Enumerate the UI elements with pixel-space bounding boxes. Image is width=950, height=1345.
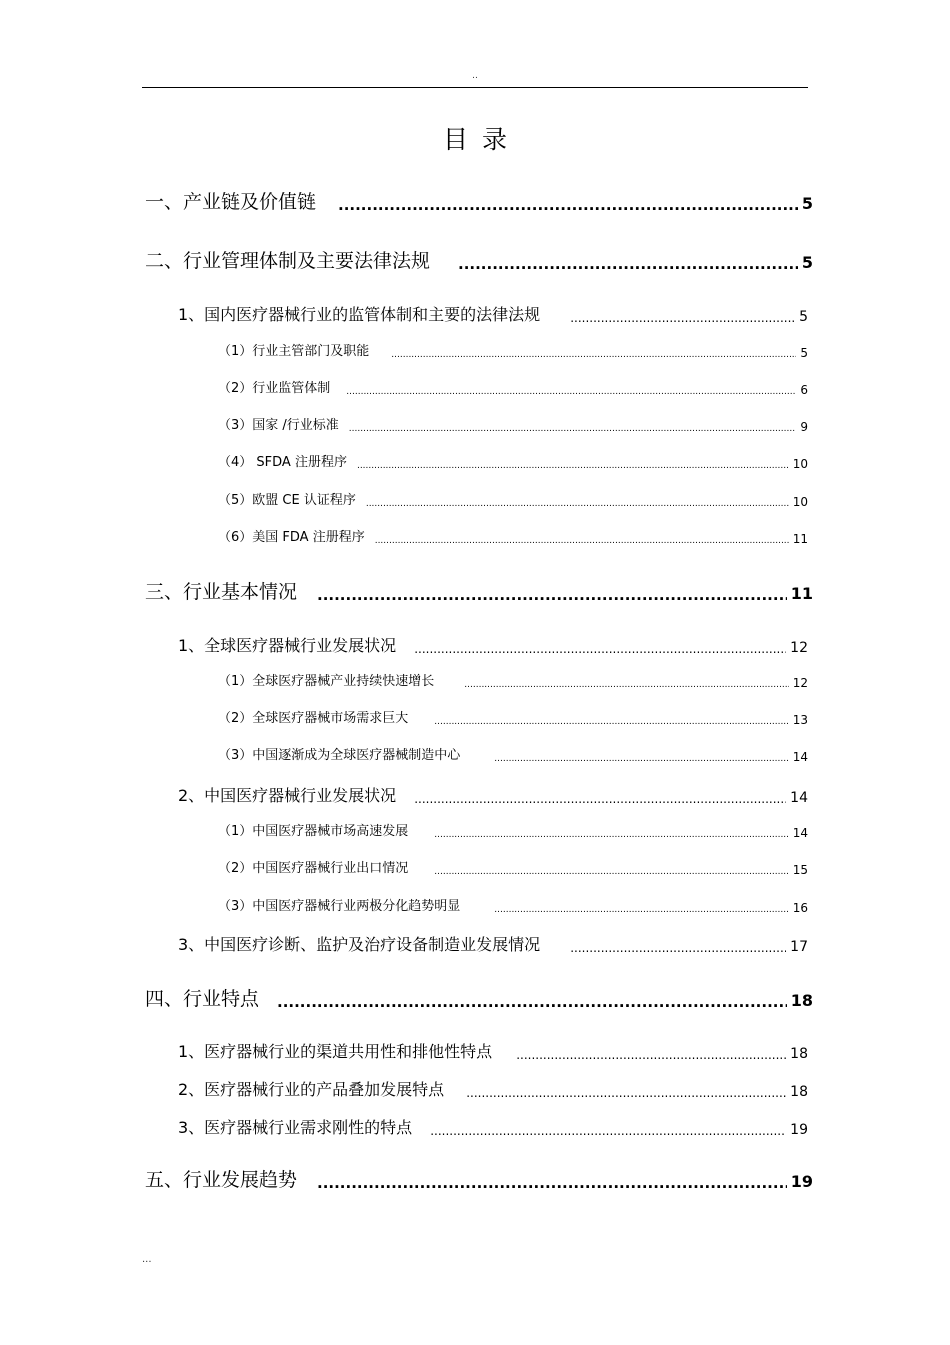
toc-entry-level3[interactable] xyxy=(218,491,808,511)
toc-entry-label: 四、行业特点 xyxy=(145,988,260,1010)
toc-entry-label: （3）中国逐渐成为全球医疗器械制造中心 xyxy=(218,748,461,763)
toc-entry-label: 3、医疗器械行业需求刚性的特点 xyxy=(178,1118,413,1137)
toc-title: 目录 xyxy=(442,125,521,154)
toc-entry-level2[interactable] xyxy=(178,784,808,808)
toc-entry-page: 12 xyxy=(792,676,808,690)
toc-entry-label: 2、中国医疗器械行业发展状况 xyxy=(178,786,397,805)
toc-entry-level3[interactable] xyxy=(218,709,808,729)
toc-entry-label: 1、国内医疗器械行业的监管体制和主要的法律法规 xyxy=(178,305,541,324)
dot-leader xyxy=(494,903,788,917)
dot-leader xyxy=(430,1122,786,1140)
toc-entry-page: 11 xyxy=(790,584,813,603)
dot-leader xyxy=(317,584,787,606)
toc-entry-label: （2）中国医疗器械行业出口情况 xyxy=(218,861,409,876)
toc-entry-page: 10 xyxy=(792,457,808,471)
toc-entry-level1[interactable] xyxy=(145,985,813,1013)
toc-entry-page: 13 xyxy=(792,713,808,727)
toc-entry-page: 6 xyxy=(800,383,808,397)
toc-entry-label: （4） SFDA 注册程序 xyxy=(218,455,347,470)
toc-entry-page: 9 xyxy=(800,420,808,434)
toc-entry-label: （3）中国医疗器械行业两极分化趋势明显 xyxy=(218,899,461,914)
toc-entry-level3[interactable] xyxy=(218,859,808,879)
dot-leader xyxy=(466,1084,786,1102)
toc-entry-level2[interactable] xyxy=(178,634,808,658)
toc-entry-level1[interactable] xyxy=(145,188,813,216)
toc-entry-page: 5 xyxy=(801,194,813,213)
dot-leader xyxy=(346,385,796,399)
dot-leader xyxy=(391,348,796,362)
toc-entry-page: 10 xyxy=(792,495,808,509)
dot-leader xyxy=(458,253,798,275)
toc-entry-label: 二、行业管理体制及主要法律法规 xyxy=(145,250,431,272)
toc-entry-level3[interactable] xyxy=(218,342,808,362)
dot-leader xyxy=(434,865,788,879)
toc-entry-label: （2）全球医疗器械市场需求巨大 xyxy=(218,711,409,726)
dot-leader xyxy=(366,497,789,511)
dot-leader xyxy=(317,1172,787,1194)
dot-leader xyxy=(349,422,797,436)
toc-entry-label: （5）欧盟 CE 认证程序 xyxy=(218,493,356,508)
toc-entry-label: 五、行业发展趋势 xyxy=(145,1169,298,1191)
toc-entry-label: 一、产业链及价值链 xyxy=(145,191,317,213)
dot-leader xyxy=(338,194,798,216)
dot-leader xyxy=(570,309,795,327)
dot-leader xyxy=(434,715,788,729)
toc-entry-label: 1、医疗器械行业的渠道共用性和排他性特点 xyxy=(178,1042,493,1061)
dot-leader xyxy=(570,939,786,957)
dot-leader xyxy=(414,640,786,658)
toc-entry-page: 18 xyxy=(790,991,813,1010)
toc-entry-page: 18 xyxy=(790,1046,808,1062)
dot-leader xyxy=(464,678,788,692)
toc-entry-level3[interactable] xyxy=(218,897,808,917)
toc-entry-page: 11 xyxy=(792,532,808,546)
toc-entry-page: 16 xyxy=(792,901,808,915)
dot-leader xyxy=(494,752,788,766)
toc-entry-label: （1）全球医疗器械产业持续快速增长 xyxy=(218,674,435,689)
toc-entry-level3[interactable] xyxy=(218,416,808,436)
toc-entry-label: （1）中国医疗器械市场高速发展 xyxy=(218,824,409,839)
toc-entry-page: 5 xyxy=(799,309,808,325)
toc-entry-page: 19 xyxy=(790,1122,808,1138)
toc-entry-page: 12 xyxy=(790,640,808,656)
footer-mark: ... xyxy=(142,1254,152,1265)
toc-entry-level1[interactable] xyxy=(145,247,813,275)
toc-entry-label: 3、中国医疗诊断、监护及治疗设备制造业发展情况 xyxy=(178,935,541,954)
toc-entry-level1[interactable] xyxy=(145,578,813,606)
toc-entry-page: 19 xyxy=(790,1172,813,1191)
toc-entry-page: 14 xyxy=(790,790,808,806)
toc-entry-page: 18 xyxy=(790,1084,808,1100)
toc-entry-label: （6）美国 FDA 注册程序 xyxy=(218,530,365,545)
dot-leader xyxy=(414,790,786,808)
toc-entry-level2[interactable] xyxy=(178,1078,808,1102)
toc-entry-label: （2）行业监管体制 xyxy=(218,381,331,396)
header-rule xyxy=(142,87,808,88)
toc-entry-level3[interactable] xyxy=(218,379,808,399)
dot-leader xyxy=(375,534,789,548)
toc-entry-label: 1、全球医疗器械行业发展状况 xyxy=(178,636,397,655)
toc-entry-level2[interactable] xyxy=(178,1116,808,1140)
dot-leader xyxy=(434,828,788,842)
toc-entry-label: （3）国家 /行业标准 xyxy=(218,418,339,433)
toc-entry-level2[interactable] xyxy=(178,1040,808,1064)
toc-entry-level3[interactable] xyxy=(218,746,808,766)
toc-entry-level3[interactable] xyxy=(218,672,808,692)
dot-leader xyxy=(277,991,787,1013)
toc-entry-label: （1）行业主管部门及职能 xyxy=(218,344,370,359)
toc-entry-level1[interactable] xyxy=(145,1166,813,1194)
toc-entry-page: 15 xyxy=(792,863,808,877)
header-mark: .. xyxy=(472,71,478,81)
toc-entry-page: 17 xyxy=(790,939,808,955)
toc-entry-page: 5 xyxy=(800,346,808,360)
toc-entry-page: 5 xyxy=(801,253,813,272)
toc-entry-level3[interactable] xyxy=(218,822,808,842)
toc-entry-level3[interactable] xyxy=(218,528,808,548)
toc-entry-level2[interactable] xyxy=(178,303,808,327)
toc-entry-page: 14 xyxy=(792,750,808,764)
toc-entry-level2[interactable] xyxy=(178,933,808,957)
dot-leader xyxy=(516,1046,786,1064)
toc-entry-label: 2、医疗器械行业的产品叠加发展特点 xyxy=(178,1080,445,1099)
toc-entry-level3[interactable] xyxy=(218,453,808,473)
toc-entry-page: 14 xyxy=(792,826,808,840)
toc-entry-label: 三、行业基本情况 xyxy=(145,581,298,603)
dot-leader xyxy=(357,459,789,473)
